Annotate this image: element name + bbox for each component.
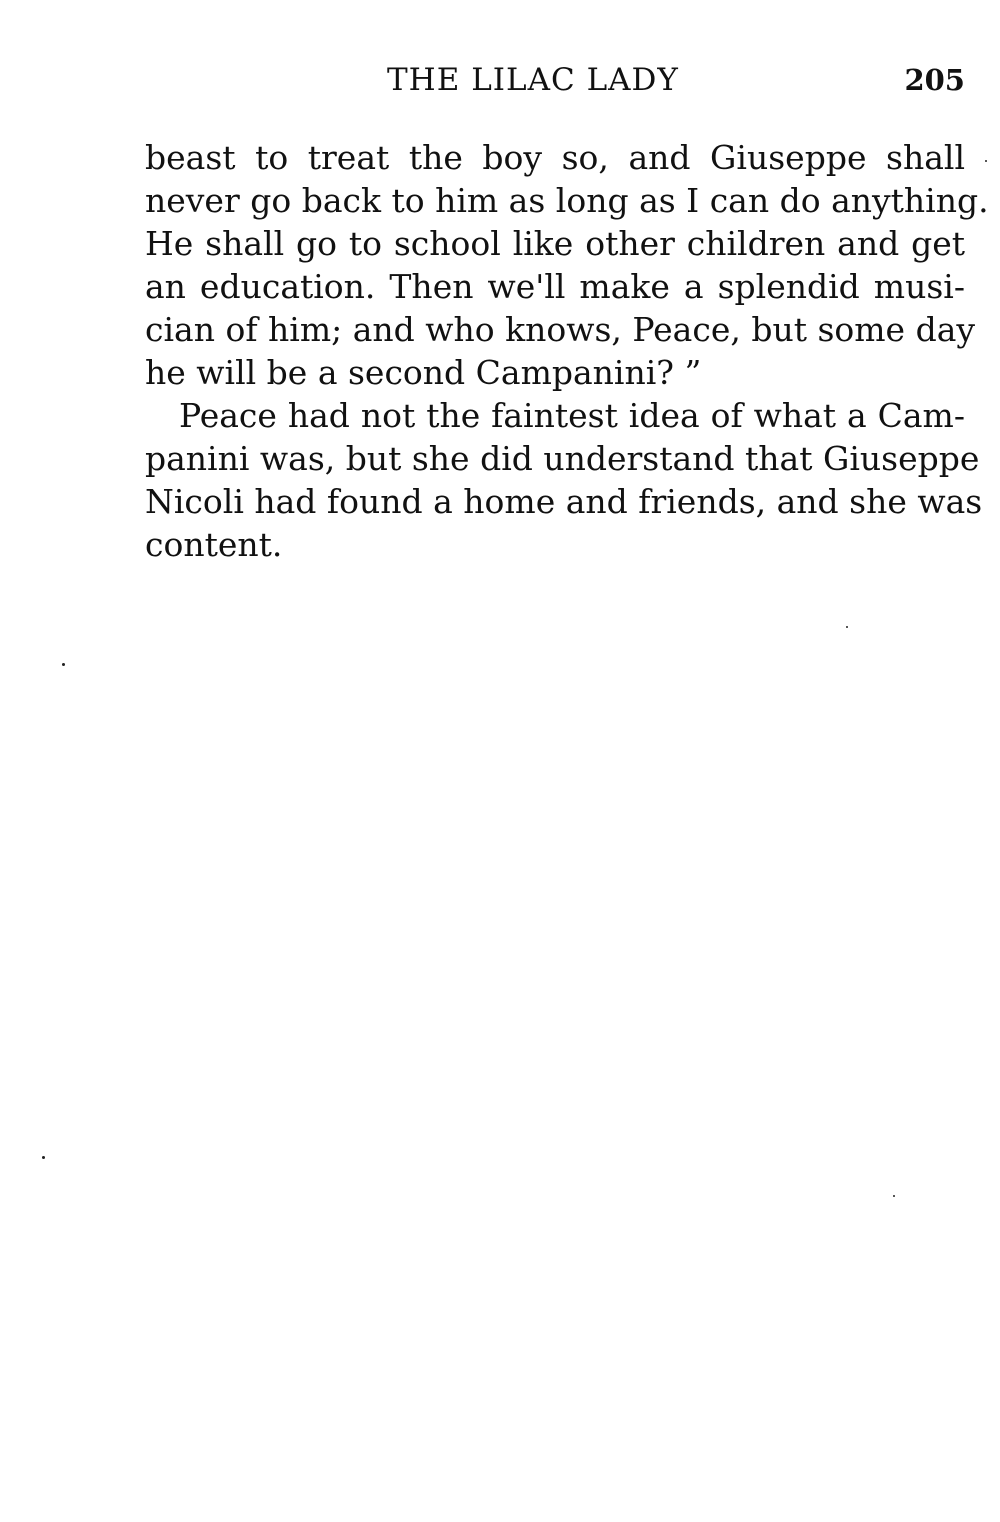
scan-speck <box>893 1195 895 1197</box>
text-line: an education. Then we'll make a splendid musi- <box>145 267 965 306</box>
page-number: 205 <box>904 63 965 97</box>
text-line: Nicoli had found a home and friends, and she was <box>145 482 983 521</box>
scan-speck <box>985 160 987 162</box>
text-line: He shall go to school like other children and get <box>145 224 965 263</box>
running-title: THE LILAC LADY <box>387 62 679 98</box>
text-line: cian of him; and who knows, Peace, but some day <box>145 310 976 349</box>
text-line: content. <box>145 525 283 564</box>
text-line: he will be a second Campanini? ” <box>145 353 702 392</box>
text-line: beast to treat the boy so, and Giuseppe shall <box>145 138 965 177</box>
paragraph <box>145 394 983 566</box>
body-text <box>145 136 989 566</box>
paragraph <box>145 136 989 394</box>
text-line: Peace had not the faintest idea of what a Cam- <box>179 396 965 435</box>
running-header <box>145 58 965 102</box>
scan-speck <box>846 626 848 628</box>
scan-speck <box>42 1156 45 1159</box>
text-line: panini was, but she did understand that Giuseppe <box>145 439 980 478</box>
scan-speck <box>62 663 65 666</box>
text-line: never go back to him as long as I can do anything. <box>145 181 989 220</box>
